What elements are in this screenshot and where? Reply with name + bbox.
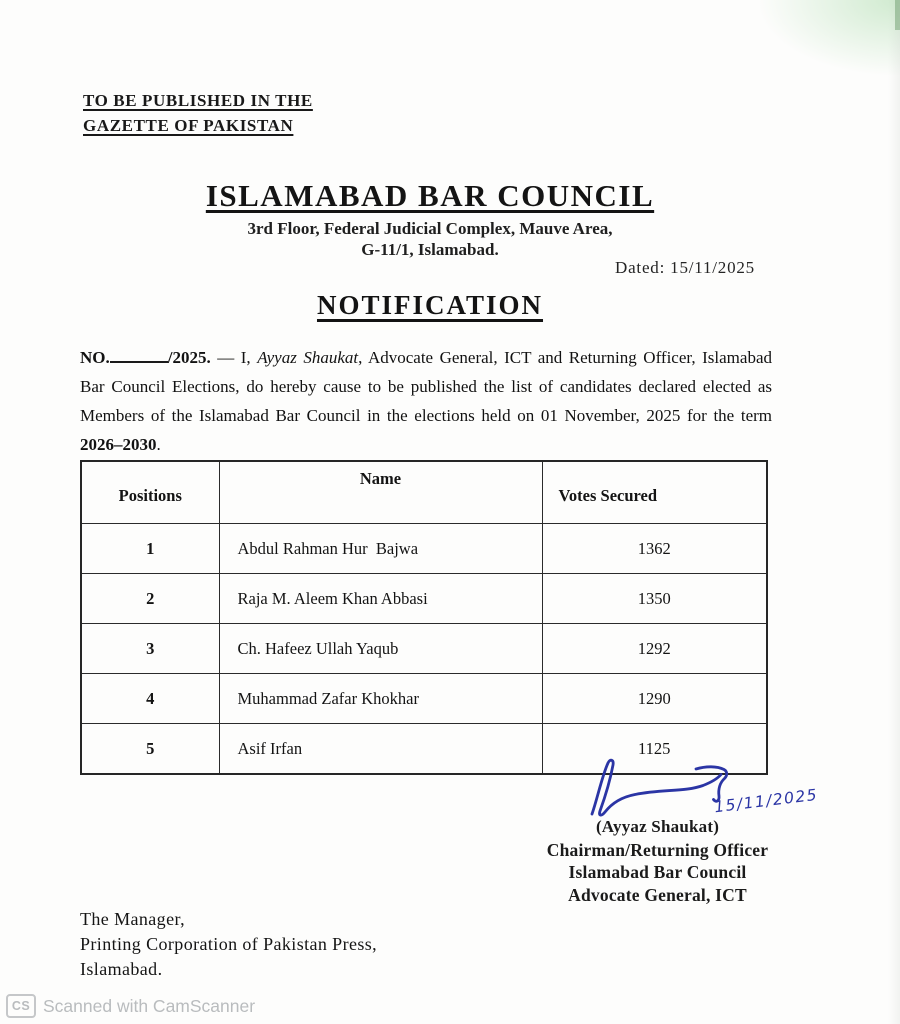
cell-position: 1 (81, 524, 219, 574)
paragraph-segment: Ayyaz Shaukat (257, 348, 359, 367)
paragraph-segment (110, 346, 168, 363)
cell-position: 2 (81, 574, 219, 624)
signatory-block (535, 816, 780, 906)
cell-candidate-name: Raja M. Aleem Khan Abbasi (219, 574, 542, 624)
paragraph-segment: — I, (210, 348, 258, 367)
notification-heading: NOTIFICATION (316, 290, 544, 320)
table-row (81, 624, 767, 674)
addressee-line2: Printing Corporation of Pakistan Press, (80, 934, 378, 954)
cell-candidate-name: Ch. Hafeez Ullah Yaqub (219, 624, 542, 674)
signatory-name: (Ayyaz Shaukat) (595, 817, 720, 836)
table-row (81, 524, 767, 574)
scan-edge-mark (895, 0, 900, 30)
gazette-note-line2: GAZETTE OF PAKISTAN (83, 116, 294, 135)
results-table (80, 460, 768, 775)
addressee-line1: The Manager, (80, 909, 186, 929)
signatory-title-3: Advocate General, ICT (568, 884, 747, 905)
table-row (81, 674, 767, 724)
cell-votes-secured: 1125 (542, 724, 767, 775)
results-table-header (81, 461, 767, 524)
signatory-title-1: Chairman/Returning Officer (546, 839, 769, 860)
column-header-positions: Positions (81, 461, 219, 524)
document-title: ISLAMABAD BAR COUNCIL (205, 178, 655, 213)
paragraph-segment: 2026–2030 (80, 435, 157, 454)
notification-paragraph (80, 343, 772, 459)
paragraph-segment: , Advocate General, ICT and Returning Officer, Islamabad Bar Council Elections, do hereby cause to be published the list of candidates declared elected as Members of the Islamabad Bar Council in the elections held on 01 November, 2025 for the term (80, 348, 773, 425)
results-table-body (81, 524, 767, 775)
cell-candidate-name: Muhammad Zafar Khokhar (219, 674, 542, 724)
addressee-block (80, 907, 377, 982)
camscanner-watermark (6, 994, 255, 1018)
column-header-name: Name (219, 461, 542, 524)
cell-candidate-name: Asif Irfan (219, 724, 542, 775)
column-header-votes: Votes Secured (542, 461, 767, 524)
cell-votes-secured: 1292 (542, 624, 767, 674)
cell-position: 4 (81, 674, 219, 724)
cell-position: 3 (81, 624, 219, 674)
handwritten-date: 15/11/2025 (713, 785, 820, 817)
signatory-title-2: Islamabad Bar Council (568, 862, 747, 882)
cell-votes-secured: 1362 (542, 524, 767, 574)
paragraph-segment: NO. (80, 348, 110, 367)
cell-position: 5 (81, 724, 219, 775)
address-line1: 3rd Floor, Federal Judicial Complex, Mauve Area, (247, 219, 613, 238)
dated-line: Dated: 15/11/2025 (615, 258, 755, 277)
address-line2: G-11/1, Islamabad. (361, 240, 499, 259)
gazette-note (83, 88, 313, 138)
addressee-line3: Islamabad. (80, 959, 163, 979)
camscanner-icon: CS (6, 994, 36, 1018)
council-address (0, 218, 860, 260)
cell-votes-secured: 1290 (542, 674, 767, 724)
table-row (81, 574, 767, 624)
paragraph-segment: /2025. (167, 348, 211, 367)
cell-candidate-name: Abdul Rahman Hur Bajwa (219, 524, 542, 574)
paragraph-segment: . (156, 435, 161, 454)
cell-votes-secured: 1350 (542, 574, 767, 624)
scan-edge-shadow (888, 0, 900, 1024)
camscanner-text: Scanned with CamScanner (43, 995, 256, 1016)
gazette-note-line1: TO BE PUBLISHED IN THE (83, 91, 313, 110)
scan-corner-tint (760, 0, 900, 75)
